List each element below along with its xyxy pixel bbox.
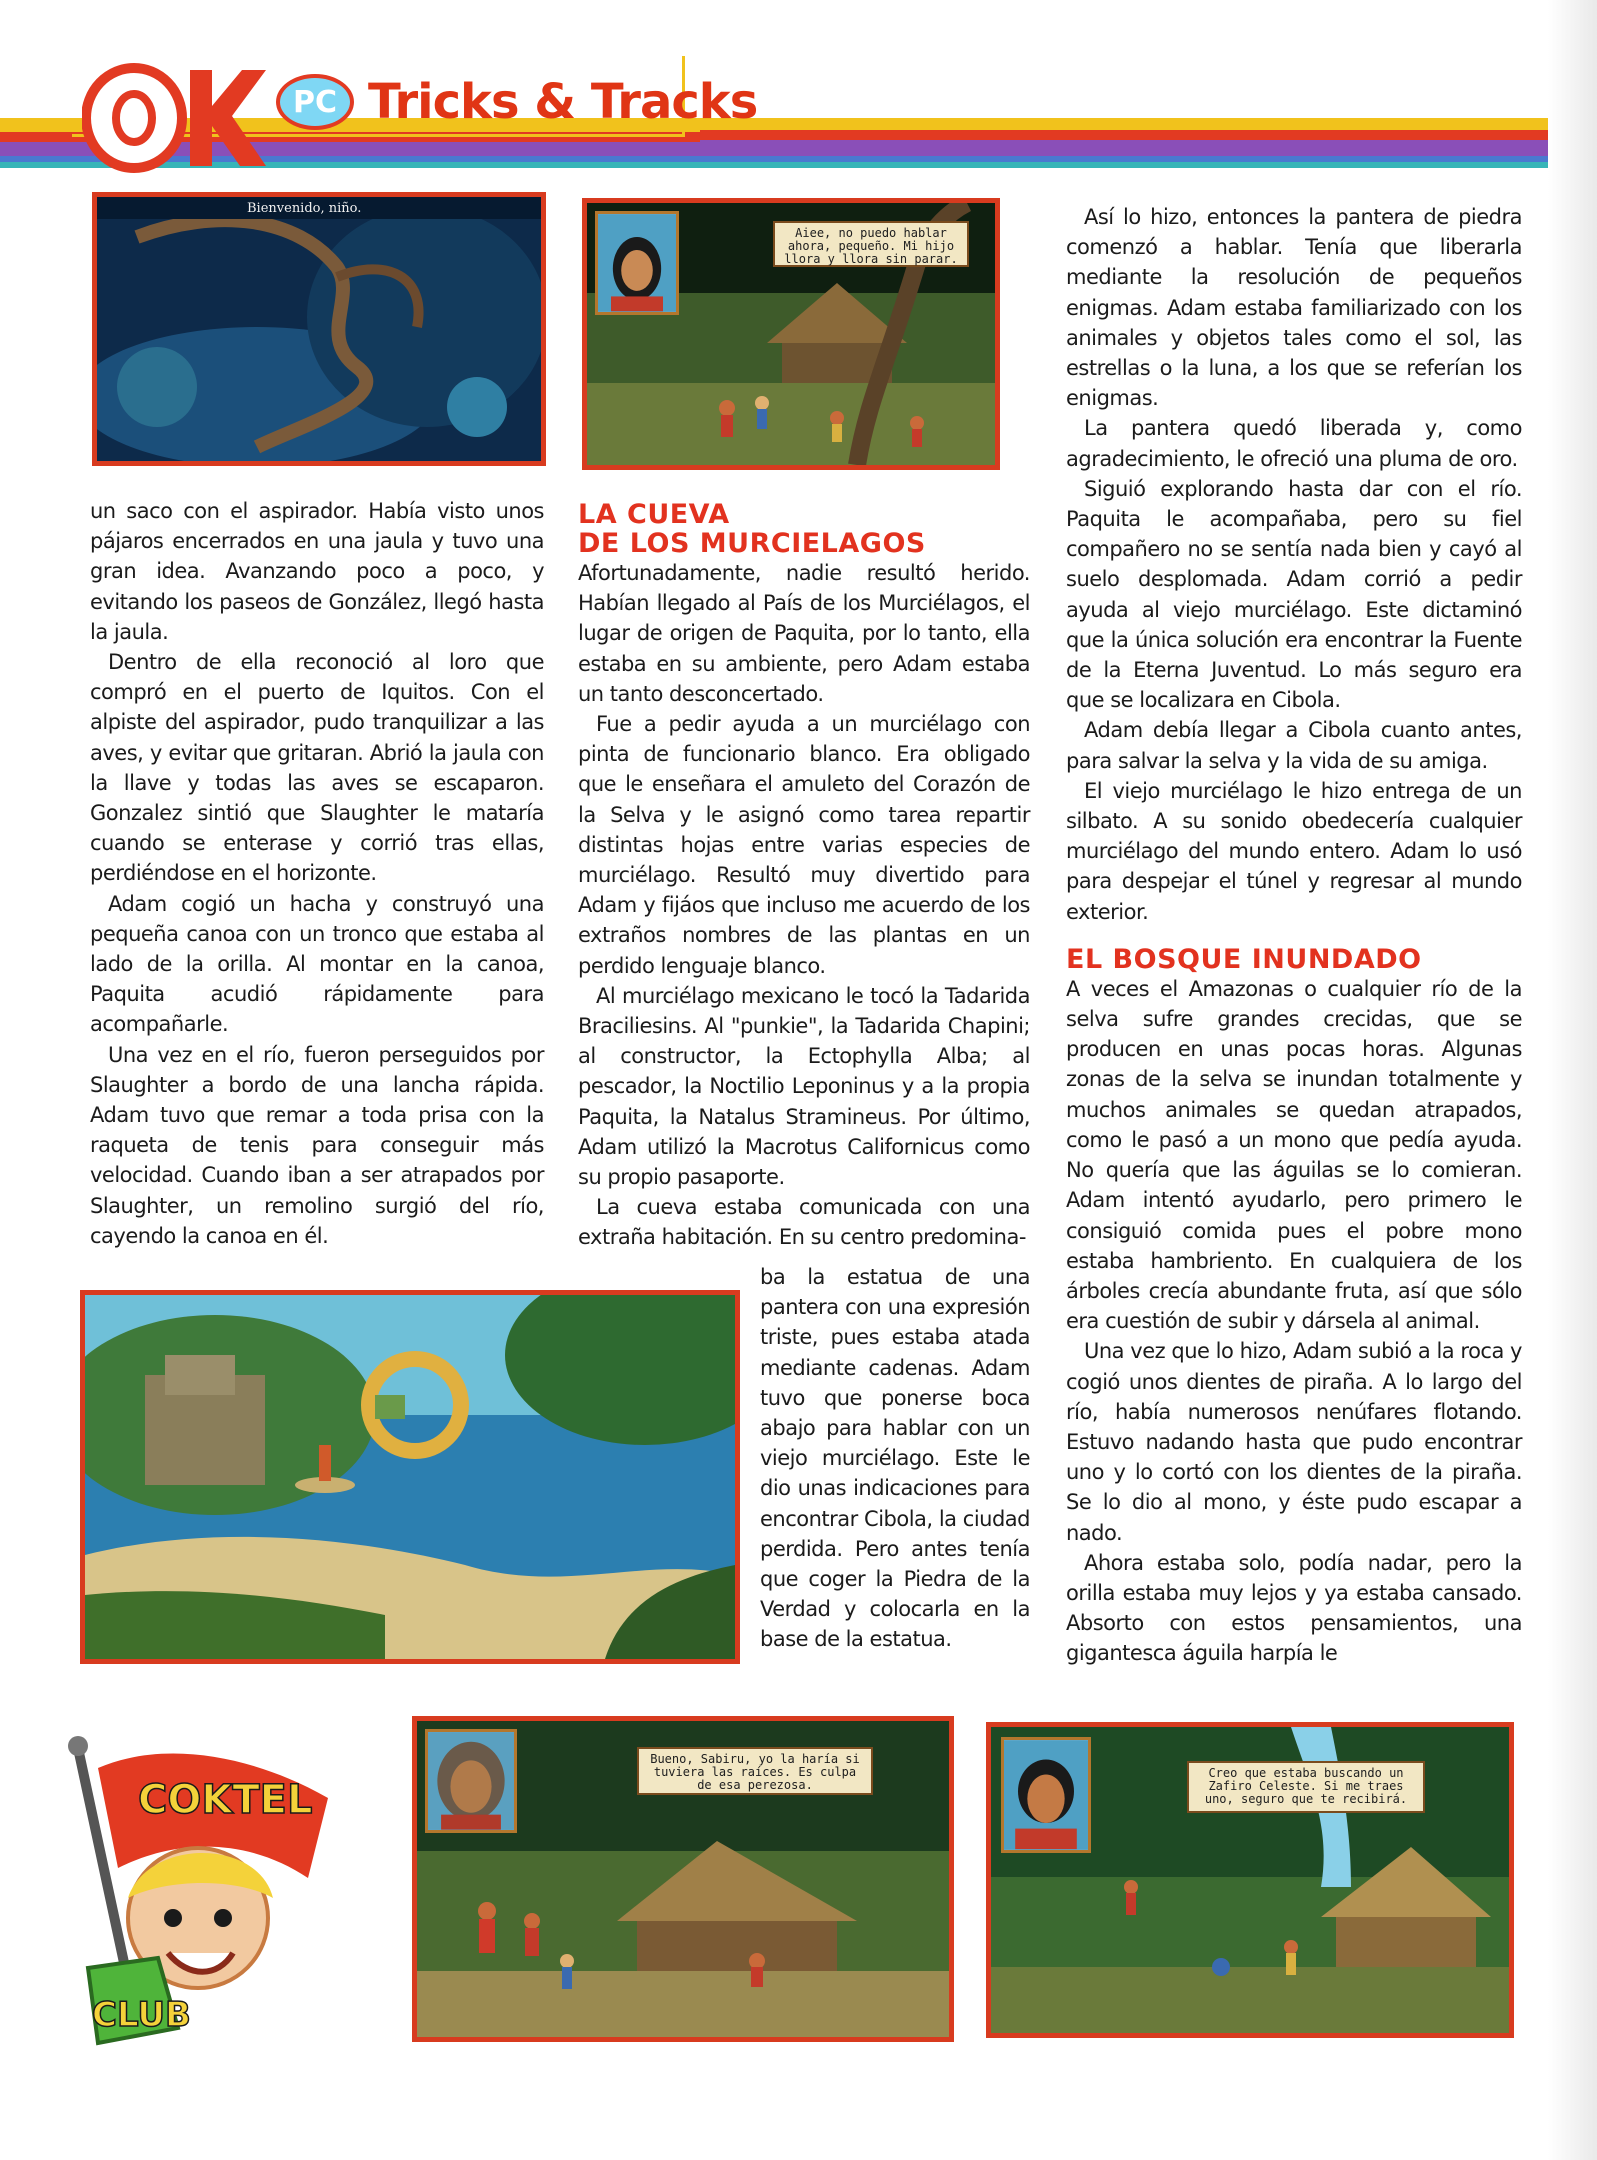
paragraph: El viejo murciélago le hizo entrega de un silbato. A su sonido obedecería cualquier murciélago del mundo entero. Adam lo usó para despejar el túnel y regresar al mundo exterior. <box>1066 778 1522 924</box>
club-logo-bottom-text: CLUB <box>92 1995 191 2035</box>
character-portrait <box>1001 1737 1091 1853</box>
ok-logo <box>82 58 267 178</box>
character-portrait <box>595 211 679 315</box>
text-column-right <box>1066 202 1522 1669</box>
section-heading-line: LA CUEVA <box>578 499 730 530</box>
dialog-box: Creo que estaba buscando un Zafiro Celeste. Si me traes uno, seguro que te recibirá. <box>1187 1761 1425 1813</box>
screenshot-bottom-right <box>986 1722 1514 2038</box>
paragraph: Adam cogió un hacha y construyó una pequeña canoa con un tronco que estaba al lado de la orilla. Al montar en la canoa, Paquita acudió rápidamente para acompañarle. <box>90 891 544 1037</box>
section-title: Tricks & Tracks <box>368 74 758 130</box>
paragraph: Adam debía llegar a Cibola cuanto antes, para salvar la selva y la vida de su amiga. <box>1066 718 1522 773</box>
screenshot-mid-left <box>80 1290 740 1664</box>
paragraph: ba la estatua de una pantera con una expresión triste, pues estaba atada mediante cadenas. Adam tuvo que ponerse boca abajo para hablar con un viejo murciélago. Este le dio unas indicaciones para encontrar Cibola, la ciudad perdida. Pero antes tenía que coger la Piedra de la Verdad y colocarla en la base de la estatua. <box>760 1265 1030 1652</box>
text-column-mid-wrap <box>760 1262 1030 1655</box>
paragraph: un saco con el aspirador. Había visto unos pájaros encerrados en una jaula y tuvo una gran idea. Avanzando poco a poco, y evitando los paseos de González, llegó hasta la jaula. <box>90 499 544 644</box>
section-heading-line: DE LOS MURCIELAGOS <box>578 528 926 559</box>
dialog-box: Bueno, Sabiru, yo la haría si tuviera las raíces. Es culpa de esa perezosa. <box>637 1747 873 1795</box>
coktel-club-logo <box>28 1728 378 2058</box>
screenshot-caption: Bienvenido, niño. <box>247 201 362 216</box>
pc-logo: PC <box>276 74 354 130</box>
paragraph: Siguió explorando hasta dar con el río. Paquita le acompañaba, pero su fiel compañero no se sentía nada bien y cayó al suelo desplomada. Adam corrió a pedir ayuda al viejo murciélago. Este dictaminó que la única solución era encontrar la Fuente de la Eterna Juventud. Lo más seguro era que se localizara en Cibola. <box>1066 476 1522 713</box>
character-portrait <box>425 1729 517 1833</box>
paragraph: Afortunadamente, nadie resultó herido. Habían llegado al País de los Murciélagos, el lugar de origen de Paquita, por lo tanto, ella estaba en su ambiente, pero Adam estaba un tanto desconcertado. <box>578 561 1030 706</box>
paragraph: Así lo hizo, entonces la pantera de piedra comenzó a hablar. Tenía que liberarla mediante la resolución de pequeños enigmas. Adam estaba familiarizado con los animales y objetos tales como el sol, las estrellas o la luna, a los que se referían los enigmas. <box>1066 205 1522 411</box>
dialog-box: Aiee, no puedo hablar ahora, pequeño. Mi hijo llora y llora sin parar. <box>773 221 969 267</box>
paragraph: Dentro de ella reconoció al loro que compró en el puerto de Iquitos. Con el alpiste del aspirador, pudo tranquilizar a las aves, y evitar que gritaran. Abrió la jaula con la llave y todas las aves se escaparon. Gonzalez sintió que Slaughter le mataría cuando se enterase y corrió tras ellas, perdiéndose en el horizonte. <box>90 650 544 886</box>
text-column-left <box>90 496 544 1251</box>
paragraph: La pantera quedó liberada y, como agradecimiento, le ofreció una pluma de oro. <box>1066 416 1522 471</box>
section-heading <box>578 500 1030 558</box>
screenshot-top-left <box>92 192 546 466</box>
paragraph: A veces el Amazonas o cualquier río de la selva sufre grandes crecidas, que se producen en unas pocas horas. Algunas zonas de la selva se inundan totalmente y muchos animales se quedan atrapados, como le pasó a un mono que pedía ayuda. No quería que las águilas se lo comieran. Adam intentó ayudarlo, pero primero le consiguió comida pues el pobre mono estaba hambriento. En cualquiera de los árboles crecía abundante fruta, así que sólo era cuestión de subir y dársela al animal. <box>1066 976 1522 1334</box>
paragraph: Una vez que lo hizo, Adam subió a la roca y cogió unos dientes de piraña. A lo largo del río, había numerosos nenúfares flotando. Estuvo nadando hasta que pudo encontrar uno y lo cortó con los dientes de la piraña. Se lo dio al mono, y éste pudo escapar a nado. <box>1066 1339 1522 1545</box>
paragraph: Una vez en el río, fueron perseguidos por Slaughter a bordo de una lancha rápida. Adam tuvo que remar a toda prisa con la raqueta de tenis para conseguir más velocidad. Cuando iban a ser atrapados por Slaughter, un remolino surgió del río, cayendo la canoa en él. <box>90 1042 544 1248</box>
section-heading: EL BOSQUE INUNDADO <box>1066 943 1422 975</box>
paragraph: Ahora estaba solo, podía nadar, pero la orilla estaba muy lejos y ya estaba cansado. Absorto con estos pensamientos, una gigantesca águila harpía le <box>1066 1550 1522 1666</box>
paragraph: Al murciélago mexicano le tocó la Tadarida Braciliesins. Al "punkie", la Tadarida Chapini; al constructor, la Ectophylla Alba; al pescador, la Noctilio Leponinus y a la propia Paquita, la Natalus Stramineus. Por último, Adam utilizó la Macrotus Californicus como su propio pasaporte. <box>578 983 1030 1190</box>
text-column-mid <box>578 500 1030 1253</box>
screenshot-top-mid <box>582 198 1000 470</box>
page-edge <box>1548 0 1597 2160</box>
paragraph: La cueva estaba comunicada con una extraña habitación. En su centro predomina- <box>578 1195 1030 1250</box>
screenshot-bottom-mid <box>412 1716 954 2042</box>
paragraph: Fue a pedir ayuda a un murciélago con pinta de funcionario blanco. Era obligado que le enseñara el amuleto del Corazón de la Selva y le asignó como tarea repartir distintas hojas entre varias especies de murciélago. Resultó muy divertido para Adam y fijáos que incluso me acuerdo de los extraños nombres de las plantas en un perdido lenguaje blanco. <box>578 712 1030 978</box>
club-logo-top-text: COKTEL <box>138 1777 313 1823</box>
